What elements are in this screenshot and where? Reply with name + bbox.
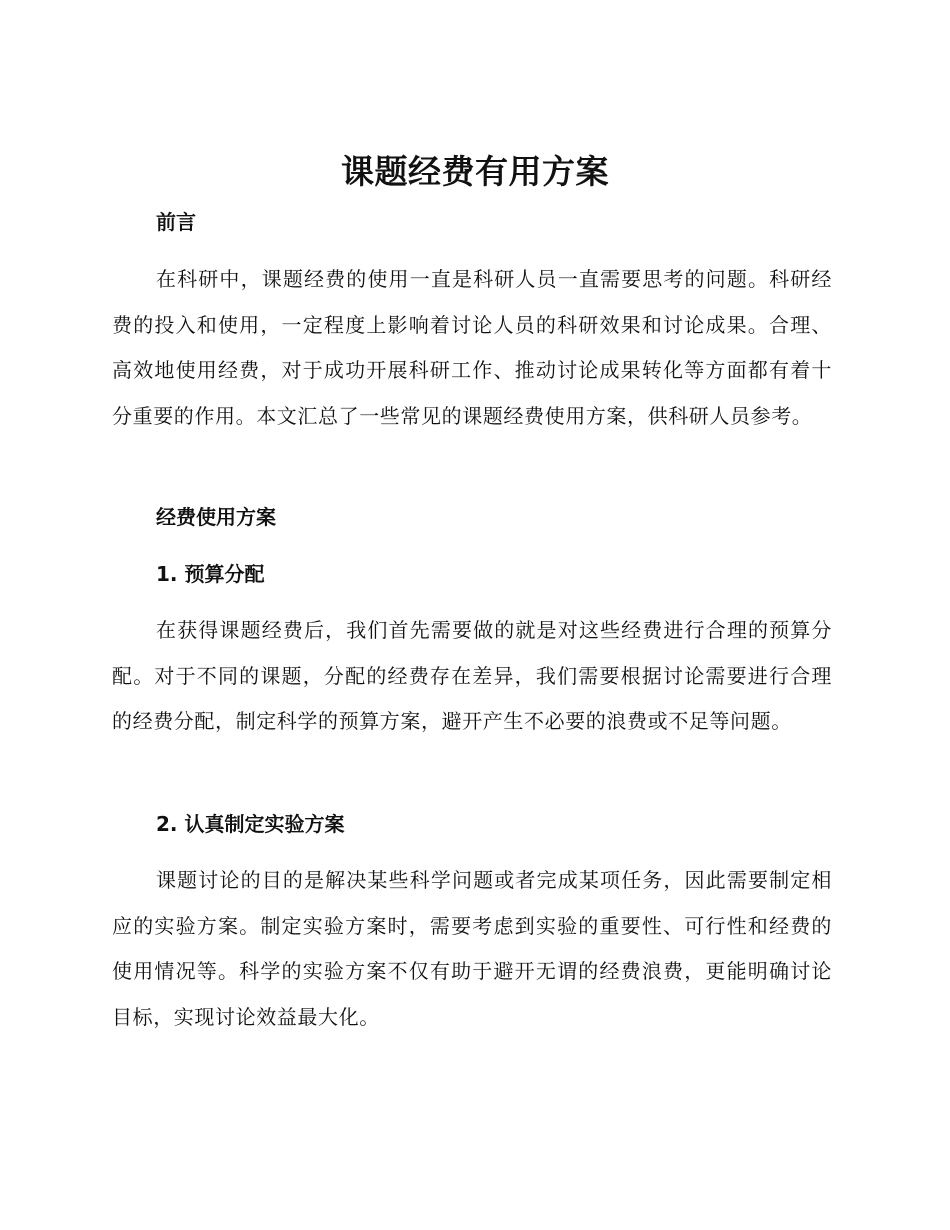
section-heading-budget-allocation: 1. 预算分配 xyxy=(156,562,265,586)
section-paragraph-experiment-plan: 课题讨论的目的是解决某些科学问题或者完成某项任务，因此需要制定相应的实验方案。制定实验方案时，需要考虑到实验的重要性、可行性和经费的使用情况等。科学的实验方案不仅有助于避开无谓的经费浪费，更能明确讨论目标，实现讨论效益最大化。 xyxy=(112,868,832,1029)
section-heading-preface: 前言 xyxy=(156,210,196,234)
section-heading-funding-plan: 经费使用方案 xyxy=(156,505,276,529)
document-title: 课题经费有用方案 xyxy=(341,152,609,191)
section-heading-experiment-plan: 2. 认真制定实验方案 xyxy=(156,812,345,836)
section-paragraph-preface: 在科研中，课题经费的使用一直是科研人员一直需要思考的问题。科研经费的投入和使用，一定程度上影响着讨论人员的科研效果和讨论成果。合理、高效地使用经费，对于成功开展科研工作、推动讨论成果转化等方面都有着十分重要的作用。本文汇总了一些常见的课题经费使用方案，供科研人员参考。 xyxy=(112,267,832,428)
section-paragraph-budget-allocation: 在获得课题经费后，我们首先需要做的就是对这些经费进行合理的预算分配。对于不同的课题，分配的经费存在差异，我们需要根据讨论需要进行合理的经费分配，制定科学的预算方案，避开产生不必要的浪费或不足等问题。 xyxy=(112,618,832,733)
